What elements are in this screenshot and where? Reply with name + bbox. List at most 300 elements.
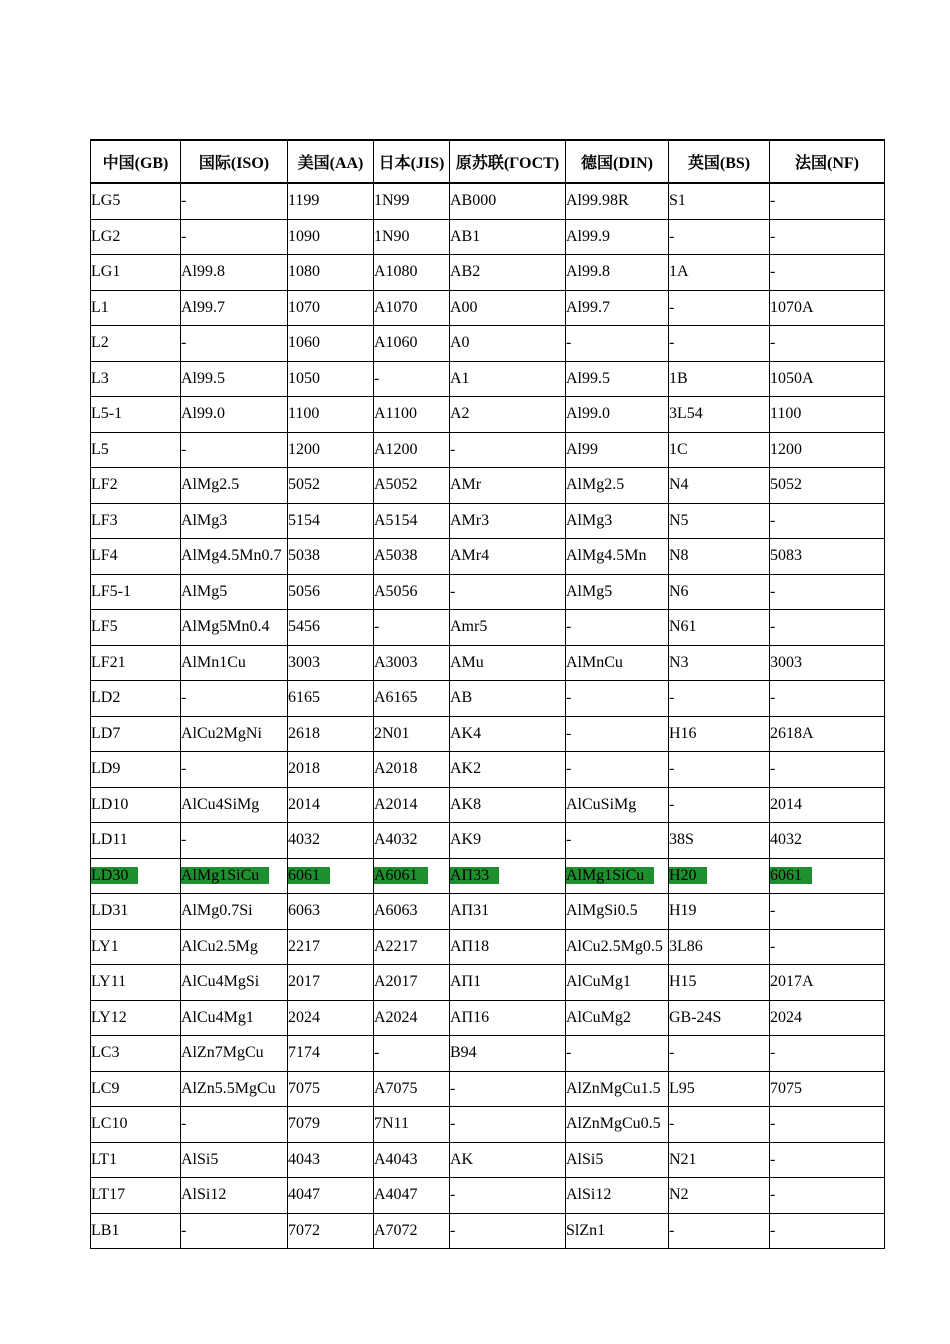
cell-text: -	[450, 1115, 456, 1133]
cell-text: AlMnCu	[566, 653, 623, 671]
cell-text: LD10	[91, 795, 129, 813]
cell-text: 1070A	[770, 298, 814, 316]
cell-text: -	[770, 618, 776, 636]
cell-gost	[450, 1036, 566, 1072]
cell-iso	[181, 397, 288, 433]
cell-gost	[450, 1142, 566, 1178]
cell-jis	[374, 929, 450, 965]
cell-text: 7079	[288, 1115, 320, 1133]
cell-text: AlMg3	[181, 511, 228, 529]
cell-jis	[374, 716, 450, 752]
cell-text: A1	[450, 369, 470, 387]
cell-nf	[770, 539, 885, 575]
cell-text: LD11	[91, 831, 128, 849]
cell-aa	[288, 432, 374, 468]
cell-iso	[181, 1000, 288, 1036]
table-row	[91, 894, 885, 930]
cell-din	[566, 1000, 669, 1036]
cell-din	[566, 326, 669, 362]
cell-text: AB1	[450, 227, 481, 245]
cell-din	[566, 290, 669, 326]
cell-text: -	[181, 831, 187, 849]
cell-text: -	[181, 227, 187, 245]
cell-text: N61	[669, 618, 697, 636]
table-row	[91, 574, 885, 610]
cell-text: -	[669, 1115, 675, 1133]
cell-text: N6	[669, 582, 689, 600]
cell-text: A1070	[374, 298, 418, 316]
table-row	[91, 503, 885, 539]
cell-nf	[770, 1213, 885, 1249]
cell-aa	[288, 255, 374, 291]
cell-aa	[288, 1178, 374, 1214]
header-bs: 英国(BS)	[669, 140, 770, 183]
cell-bs	[669, 965, 770, 1001]
cell-text: 1C	[669, 440, 688, 458]
cell-text: -	[181, 192, 187, 210]
cell-text: -	[566, 334, 572, 352]
cell-text: 1N90	[374, 227, 410, 245]
cell-din	[566, 787, 669, 823]
cell-text: AlCu4MgSi	[181, 973, 260, 991]
cell-text: LG2	[91, 227, 121, 245]
header-gb: 中国(GB)	[91, 140, 181, 183]
cell-text: LD9	[91, 760, 121, 778]
cell-gost	[450, 858, 566, 894]
cell-aa	[288, 290, 374, 326]
cell-text: H16	[669, 724, 697, 742]
cell-iso	[181, 752, 288, 788]
cell-text: LY11	[91, 973, 127, 991]
cell-text: AП16	[450, 1008, 490, 1026]
cell-iso	[181, 326, 288, 362]
cell-gost	[450, 1213, 566, 1249]
cell-nf	[770, 823, 885, 859]
cell-text: 1050	[288, 369, 320, 387]
cell-text: A2018	[374, 760, 418, 778]
cell-text: AMu	[450, 653, 484, 671]
cell-din	[566, 716, 669, 752]
cell-jis	[374, 361, 450, 397]
cell-text: AMr	[450, 476, 482, 494]
cell-text: 2618	[288, 724, 320, 742]
cell-jis	[374, 1213, 450, 1249]
cell-text: A4032	[374, 831, 418, 849]
cell-gb	[91, 823, 181, 859]
table-row	[91, 1142, 885, 1178]
cell-gost	[450, 716, 566, 752]
cell-text: AlSi5	[566, 1150, 604, 1168]
cell-text: 5456	[288, 618, 320, 636]
cell-gb	[91, 1071, 181, 1107]
cell-din	[566, 397, 669, 433]
cell-text: AП1	[450, 973, 482, 991]
cell-text: AlCuMg1	[566, 973, 631, 991]
cell-text: 3L86	[669, 937, 703, 955]
cell-text: AK2	[450, 760, 482, 778]
cell-iso	[181, 361, 288, 397]
cell-bs	[669, 183, 770, 219]
cell-aa	[288, 894, 374, 930]
cell-text: H19	[669, 902, 697, 920]
cell-text: AlCu4Mg1	[181, 1008, 254, 1026]
cell-text: AlZnMgCu0.5	[566, 1115, 661, 1133]
cell-text: A7075	[374, 1079, 418, 1097]
cell-text: -	[770, 937, 776, 955]
cell-iso	[181, 929, 288, 965]
cell-aa	[288, 326, 374, 362]
cell-text: A00	[450, 298, 478, 316]
cell-bs	[669, 645, 770, 681]
cell-text: -	[669, 298, 675, 316]
cell-bs	[669, 716, 770, 752]
cell-nf	[770, 1107, 885, 1143]
cell-gost	[450, 219, 566, 255]
cell-aa	[288, 823, 374, 859]
cell-din	[566, 610, 669, 646]
cell-text: 3L54	[669, 405, 703, 423]
table-row	[91, 255, 885, 291]
cell-text: 6061	[288, 867, 330, 884]
cell-bs	[669, 574, 770, 610]
cell-bs	[669, 468, 770, 504]
cell-text: -	[770, 1044, 776, 1062]
cell-text: -	[770, 334, 776, 352]
cell-text: 7075	[288, 1079, 320, 1097]
cell-text: 2018	[288, 760, 320, 778]
cell-iso	[181, 255, 288, 291]
cell-gb	[91, 255, 181, 291]
cell-text: LB1	[91, 1221, 120, 1239]
header-row	[91, 140, 885, 183]
cell-iso	[181, 645, 288, 681]
cell-text: A0	[450, 334, 470, 352]
cell-text: -	[770, 1221, 776, 1239]
cell-iso	[181, 1213, 288, 1249]
cell-text: 5038	[288, 547, 320, 565]
cell-text: 6165	[288, 689, 320, 707]
cell-text: -	[450, 582, 456, 600]
cell-iso	[181, 432, 288, 468]
cell-jis	[374, 397, 450, 433]
cell-text: -	[770, 582, 776, 600]
table-row	[91, 1107, 885, 1143]
cell-text: LY1	[91, 937, 119, 955]
cell-gb	[91, 965, 181, 1001]
cell-text: 1070	[288, 298, 320, 316]
cell-iso	[181, 1071, 288, 1107]
table-row	[91, 965, 885, 1001]
cell-gb	[91, 1036, 181, 1072]
cell-text: 4047	[288, 1186, 320, 1204]
table-row	[91, 858, 885, 894]
cell-bs	[669, 361, 770, 397]
cell-jis	[374, 1000, 450, 1036]
cell-bs	[669, 787, 770, 823]
cell-jis	[374, 255, 450, 291]
cell-text: -	[770, 760, 776, 778]
cell-din	[566, 681, 669, 717]
cell-jis	[374, 574, 450, 610]
cell-aa	[288, 503, 374, 539]
cell-din	[566, 255, 669, 291]
cell-jis	[374, 645, 450, 681]
cell-iso	[181, 468, 288, 504]
cell-aa	[288, 965, 374, 1001]
cell-text: 7N11	[374, 1115, 409, 1133]
cell-text: 2N01	[374, 724, 410, 742]
cell-aa	[288, 219, 374, 255]
cell-text: 2017A	[770, 973, 814, 991]
cell-text: 5083	[770, 547, 802, 565]
cell-text: A1060	[374, 334, 418, 352]
cell-text: -	[770, 1186, 776, 1204]
cell-text: A5056	[374, 582, 418, 600]
table-row	[91, 752, 885, 788]
cell-gost	[450, 1000, 566, 1036]
cell-nf	[770, 468, 885, 504]
cell-aa	[288, 752, 374, 788]
cell-din	[566, 823, 669, 859]
cell-din	[566, 1071, 669, 1107]
header-din: 德国(DIN)	[566, 140, 669, 183]
cell-text: -	[669, 227, 675, 245]
cell-jis	[374, 1142, 450, 1178]
cell-gost	[450, 539, 566, 575]
cell-text: AlCuMg2	[566, 1008, 631, 1026]
cell-text: 5052	[770, 476, 802, 494]
cell-iso	[181, 539, 288, 575]
cell-gost	[450, 610, 566, 646]
cell-iso	[181, 1107, 288, 1143]
cell-nf	[770, 361, 885, 397]
cell-bs	[669, 752, 770, 788]
cell-iso	[181, 1036, 288, 1072]
cell-aa	[288, 1142, 374, 1178]
cell-iso	[181, 183, 288, 219]
cell-gb	[91, 681, 181, 717]
cell-text: 2014	[288, 795, 320, 813]
cell-iso	[181, 290, 288, 326]
cell-text: N3	[669, 653, 689, 671]
cell-jis	[374, 432, 450, 468]
cell-text: -	[669, 1221, 675, 1239]
cell-jis	[374, 183, 450, 219]
cell-din	[566, 1036, 669, 1072]
cell-jis	[374, 681, 450, 717]
cell-text: A2217	[374, 937, 418, 955]
cell-text: 1090	[288, 227, 320, 245]
cell-text: AlMg5Mn0.4	[181, 618, 270, 636]
cell-gost	[450, 752, 566, 788]
table-body	[91, 183, 885, 1249]
cell-gb	[91, 397, 181, 433]
cell-nf	[770, 645, 885, 681]
cell-text: AlMg2.5	[566, 476, 625, 494]
cell-bs	[669, 681, 770, 717]
cell-text: LF2	[91, 476, 118, 494]
cell-din	[566, 929, 669, 965]
cell-text: H20	[669, 867, 707, 884]
cell-text: LG1	[91, 263, 121, 281]
cell-gost	[450, 1071, 566, 1107]
cell-text: -	[770, 511, 776, 529]
cell-nf	[770, 752, 885, 788]
cell-gb	[91, 503, 181, 539]
cell-gb	[91, 1000, 181, 1036]
cell-text: AB2	[450, 263, 481, 281]
cell-nf	[770, 219, 885, 255]
cell-text: 1050A	[770, 369, 814, 387]
cell-gost	[450, 574, 566, 610]
cell-gb	[91, 929, 181, 965]
cell-jis	[374, 1107, 450, 1143]
cell-text: -	[566, 760, 572, 778]
cell-text: LC3	[91, 1044, 120, 1062]
table-row	[91, 397, 885, 433]
cell-bs	[669, 894, 770, 930]
table-row	[91, 1000, 885, 1036]
cell-nf	[770, 716, 885, 752]
cell-text: H15	[669, 973, 697, 991]
cell-text: AlSi5	[181, 1150, 219, 1168]
cell-text: A4043	[374, 1150, 418, 1168]
cell-text: L3	[91, 369, 109, 387]
cell-text: L5	[91, 440, 109, 458]
cell-din	[566, 539, 669, 575]
cell-gb	[91, 894, 181, 930]
cell-text: Al99.9	[566, 227, 610, 245]
cell-text: -	[566, 618, 572, 636]
aluminum-grade-comparison-table	[90, 139, 885, 1249]
cell-bs	[669, 1107, 770, 1143]
cell-text: GB-24S	[669, 1008, 722, 1026]
cell-bs	[669, 432, 770, 468]
cell-text: AlCu4SiMg	[181, 795, 260, 813]
cell-aa	[288, 1213, 374, 1249]
cell-text: AlZn5.5MgCu	[181, 1079, 276, 1097]
cell-text: 38S	[669, 831, 694, 849]
cell-gb	[91, 1142, 181, 1178]
cell-gost	[450, 183, 566, 219]
cell-text: 2217	[288, 937, 320, 955]
table-row	[91, 183, 885, 219]
cell-text: LG5	[91, 192, 121, 210]
cell-bs	[669, 858, 770, 894]
cell-bs	[669, 1178, 770, 1214]
cell-text: N2	[669, 1186, 689, 1204]
cell-text: L5-1	[91, 405, 123, 423]
cell-text: -	[669, 795, 675, 813]
cell-text: 7174	[288, 1044, 320, 1062]
cell-gb	[91, 610, 181, 646]
cell-iso	[181, 716, 288, 752]
cell-text: A1200	[374, 440, 418, 458]
cell-text: 2024	[288, 1008, 320, 1026]
header-iso: 国际(ISO)	[181, 140, 288, 183]
cell-nf	[770, 326, 885, 362]
table-row	[91, 787, 885, 823]
cell-aa	[288, 610, 374, 646]
cell-text: Al99.0	[181, 405, 225, 423]
cell-nf	[770, 929, 885, 965]
cell-nf	[770, 1178, 885, 1214]
cell-text: -	[566, 1044, 572, 1062]
header-nf: 法国(NF)	[770, 140, 885, 183]
cell-text: -	[770, 1150, 776, 1168]
cell-text: AMr3	[450, 511, 490, 529]
cell-text: L2	[91, 334, 109, 352]
cell-text: -	[181, 1115, 187, 1133]
cell-aa	[288, 183, 374, 219]
cell-gost	[450, 1178, 566, 1214]
cell-text: -	[181, 1221, 187, 1239]
cell-text: -	[669, 689, 675, 707]
header-aa: 美国(AA)	[288, 140, 374, 183]
cell-bs	[669, 1142, 770, 1178]
cell-gost	[450, 1107, 566, 1143]
cell-text: 1080	[288, 263, 320, 281]
cell-bs	[669, 326, 770, 362]
table-row	[91, 1213, 885, 1249]
cell-gb	[91, 858, 181, 894]
cell-text: AK4	[450, 724, 482, 742]
cell-text: A6061	[374, 867, 428, 884]
cell-nf	[770, 610, 885, 646]
cell-text: 1060	[288, 334, 320, 352]
cell-nf	[770, 290, 885, 326]
table-row	[91, 716, 885, 752]
table-row	[91, 361, 885, 397]
cell-din	[566, 219, 669, 255]
cell-jis	[374, 858, 450, 894]
cell-gb	[91, 1178, 181, 1214]
cell-nf	[770, 681, 885, 717]
cell-text: AK9	[450, 831, 482, 849]
cell-text: 1100	[770, 405, 802, 423]
cell-text: Al99.0	[566, 405, 610, 423]
cell-jis	[374, 787, 450, 823]
cell-bs	[669, 823, 770, 859]
cell-nf	[770, 965, 885, 1001]
cell-text: 1199	[288, 192, 320, 210]
table-row	[91, 1178, 885, 1214]
cell-din	[566, 965, 669, 1001]
cell-gb	[91, 716, 181, 752]
cell-din	[566, 574, 669, 610]
cell-bs	[669, 1036, 770, 1072]
cell-aa	[288, 929, 374, 965]
cell-gb	[91, 290, 181, 326]
cell-nf	[770, 1142, 885, 1178]
cell-text: AlCu2MgNi	[181, 724, 262, 742]
cell-din	[566, 894, 669, 930]
cell-text: LT1	[91, 1150, 118, 1168]
header-jis: 日本(JIS)	[374, 140, 450, 183]
cell-jis	[374, 1036, 450, 1072]
cell-text: -	[669, 334, 675, 352]
cell-jis	[374, 610, 450, 646]
cell-gb	[91, 326, 181, 362]
cell-text: AlCu2.5Mg	[181, 937, 258, 955]
cell-bs	[669, 397, 770, 433]
cell-text: 1100	[288, 405, 320, 423]
cell-din	[566, 468, 669, 504]
cell-aa	[288, 574, 374, 610]
cell-text: SlZn1	[566, 1221, 606, 1239]
cell-text: N5	[669, 511, 689, 529]
cell-text: AlCuSiMg	[566, 795, 637, 813]
